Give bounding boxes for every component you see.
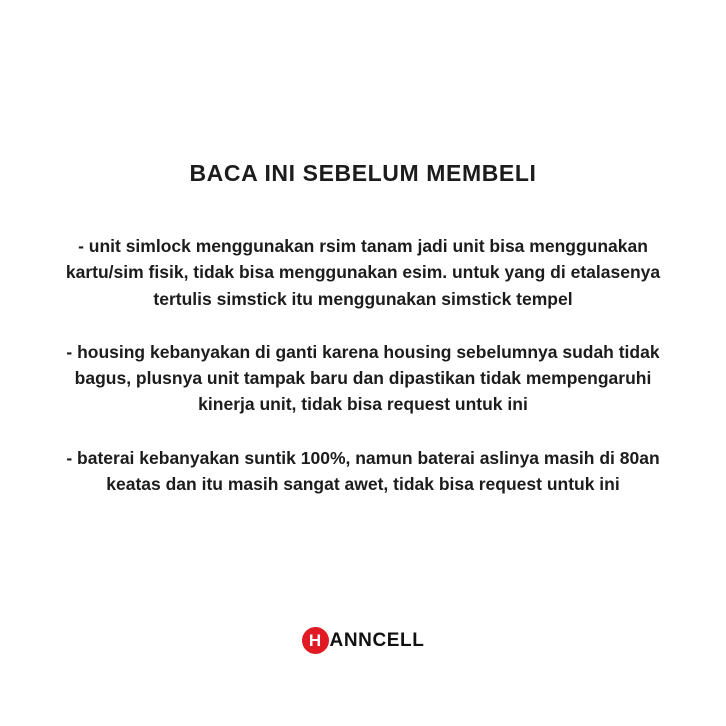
info-paragraph-housing: - housing kebanyakan di ganti karena housing sebelumnya sudah tidak bagus, plusnya unit tampak baru dan dipastikan tidak mempengaruhi kinerja unit, tidak bisa request untuk ini xyxy=(66,341,660,415)
brand-logo xyxy=(0,627,726,654)
info-paragraphs xyxy=(53,233,673,497)
info-paragraph-baterai: - baterai kebanyakan suntik 100%, namun baterai aslinya masih di 80an keatas dan itu masih sangat awet, tidak bisa request untuk ini xyxy=(66,447,660,494)
page-title: BACA INI SEBELUM MEMBELI xyxy=(189,160,537,186)
brand-logo-text: ANNCELL xyxy=(329,630,425,651)
brand-logo-h-icon: H xyxy=(302,627,329,654)
info-paragraph-simlock: - unit simlock menggunakan rsim tanam jadi unit bisa menggunakan kartu/sim fisik, tidak bisa menggunakan esim. untuk yang di etalasenya tertulis simstick itu menggunakan simstick tempel xyxy=(65,236,661,309)
